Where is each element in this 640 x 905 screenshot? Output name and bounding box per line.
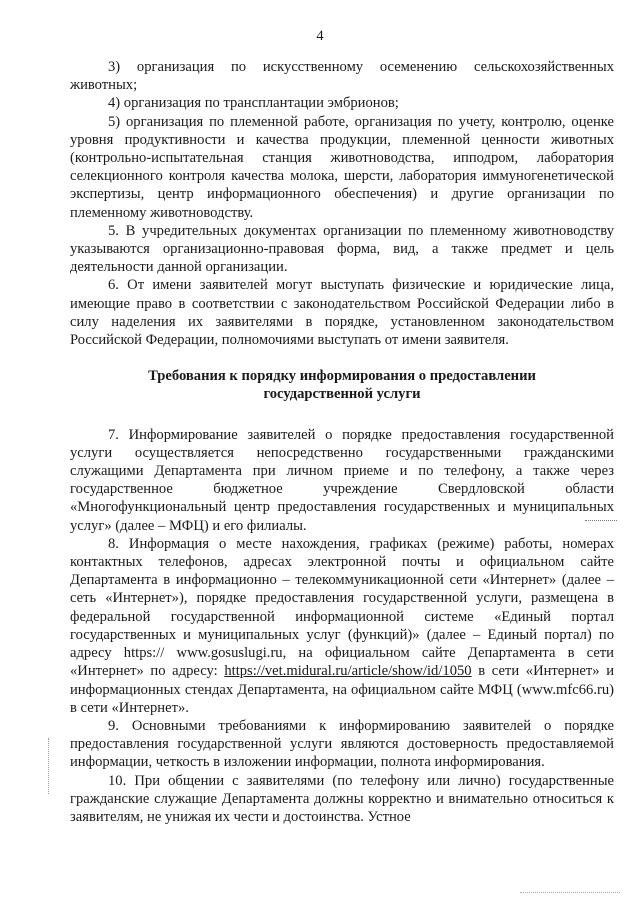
scan-mark — [585, 520, 617, 522]
scan-corner-mark — [520, 892, 620, 899]
paragraph-clause-6: 6. От имени заявителей могут выступать физические и юридические лица, имеющие право в соответствии с законодательством Российской Федерации либо в силу наделения их заявителями в порядке, установленном законодательством Российской Федерации, полномочиями выступать от имени заявителя. — [70, 277, 614, 349]
paragraph-clause-7: 7. Информирование заявителей о порядке предоставления государственной услуги осуществляется непосредственно государственными гражданскими служащими Департамента при личном приеме и по телефону, а также через государственное бюджетное учреждение Свердловской области «Многофункциональный центр предоставления государственных и муниципальных услуг» (далее – МФЦ) и его филиалы. — [70, 426, 614, 534]
paragraph-clause-10: 10. При общении с заявителями (по телефону или лично) государственные гражданские служащие Департамента должны корректно и внимательно относиться к заявителям, не унижая их чести и достоинства. Устное — [70, 772, 614, 825]
paragraph-item-3: 3) организация по искусственному осеменению сельскохозяйственных животных; — [70, 59, 614, 94]
section-heading-line-2: государственной услуги — [263, 386, 421, 403]
document-body — [70, 58, 614, 826]
scan-side-mark — [48, 738, 51, 794]
clause-8-text-after: в сети «Интернет» и информационных стендах Департамента, на официальном сайте МФЦ (www.mfc66.ru) в сети «Интернет». — [70, 663, 615, 716]
paragraph-clause-5: 5. В учредительных документах организации по племенному животноводству указываются организационно-правовая форма, вид, а также предмет и цель деятельности данной организации. — [70, 222, 614, 276]
section-heading — [70, 367, 614, 403]
page-number: 4 — [316, 28, 324, 44]
section-heading-line-1: Требования к порядку информирования о предоставлении — [148, 368, 536, 385]
paragraph-item-4: 4) организация по трансплантации эмбрионов; — [108, 95, 399, 112]
paragraph-item-5: 5) организация по племенной работе, организация по учету, контролю, оценке уровня продуктивности и качества продукции, племенной ценности животных (контрольно-испытательная станция животноводства, ипподром, лаборатория селекционного контроля качества молока, шерсти, лаборатория иммуногенетической экспертизы, центр информационного обеспечения) и другие организации по племенному животноводству. — [70, 113, 614, 221]
clause-8-text-before: 8. Информация о месте нахождения, графиках (режиме) работы, номерах контактных телефонов, адресах электронной почты и официальном сайте Департамента в информационно – телекоммуникационной сети «Интернет» (далее – сеть «Интернет»), порядке предоставления государственной услуги, размещена в федеральной государственной информационной системе «Единый портал государственных и муниципальных услуг (функций)» (далее – Единый портал) по адресу https:// www.gosuslugi.ru, на официальном сайте Департамента в сети «Интернет» по адресу: — [70, 535, 614, 680]
paragraph-clause-8 — [70, 535, 614, 717]
paragraph-clause-9: 9. Основными требованиями к информированию заявителей о порядке предоставления государственной услуги являются достоверность предоставляемой информации, четкость в изложении информации, полнота информирования. — [70, 717, 614, 771]
department-site-link[interactable]: https://vet.midural.ru/article/show/id/1050 — [224, 663, 472, 680]
